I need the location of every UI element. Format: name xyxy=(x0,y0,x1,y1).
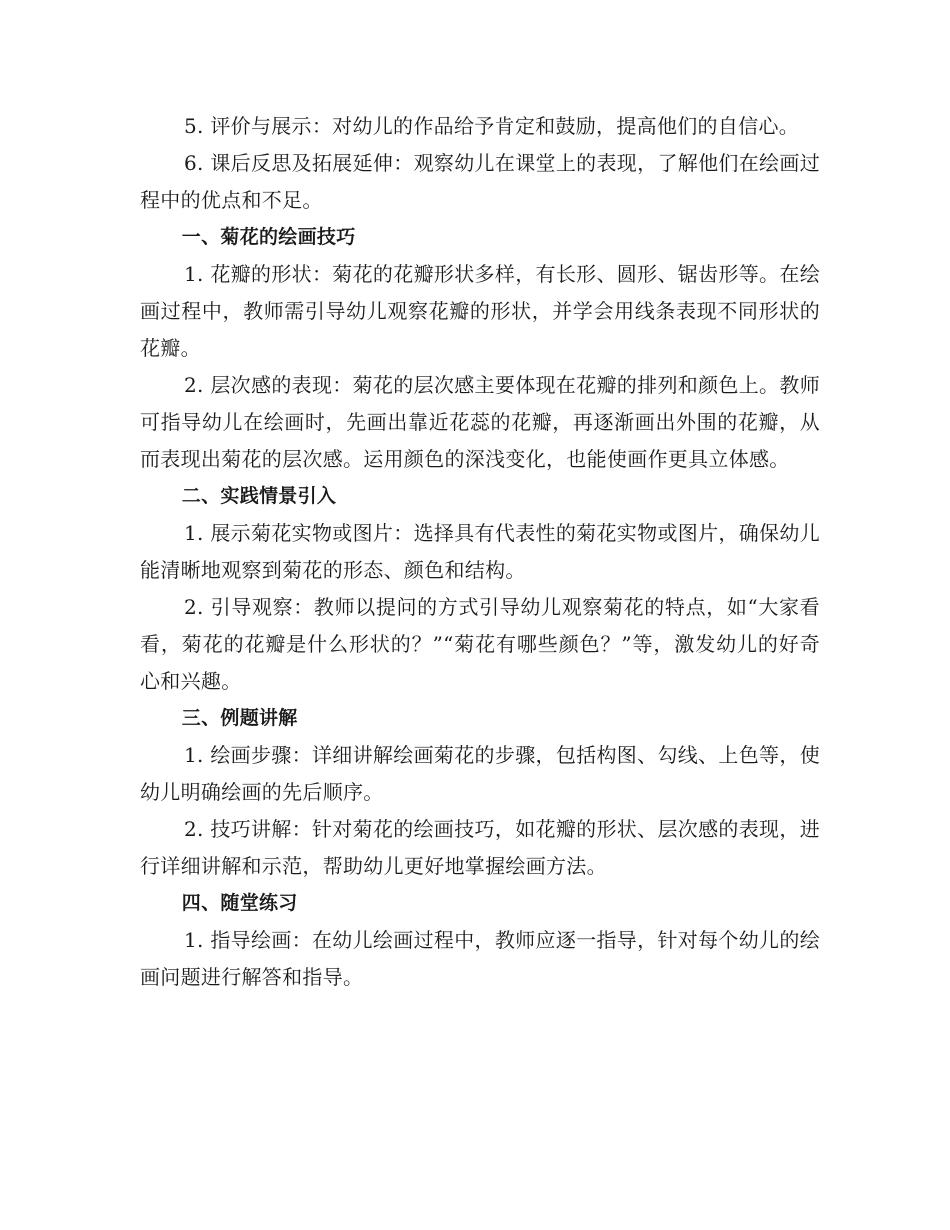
paragraph-guided-observation: 2. 引导观察：教师以提问的方式引导幼儿观察菊花的特点，如“大家看看，菊花的花瓣是什么形状的？”“菊花有哪些颜色？”等，激发幼儿的好奇心和兴趣。 xyxy=(140,595,820,693)
paragraph-layering: 2. 层次感的表现：菊花的层次感主要体现在花瓣的排列和颜色上。教师可指导幼儿在绘画时，先画出靠近花蕊的花瓣，再逐渐画出外围的花瓣，从而表现出菊花的层次感。运用颜色的深浅变化，也能使画作更具立体感。 xyxy=(140,373,820,471)
paragraph-guided-drawing: 1. 指导绘画：在幼儿绘画过程中，教师应逐一指导，针对每个幼儿的绘画问题进行解答和指导。 xyxy=(140,928,820,989)
section-heading-techniques: 一、菊花的绘画技巧 xyxy=(181,226,356,248)
paragraph-reflection: 6. 课后反思及拓展延伸：观察幼儿在课堂上的表现，了解他们在绘画过程中的优点和不足。 xyxy=(140,151,820,212)
paragraph-evaluation: 5. 评价与展示：对幼儿的作品给予肯定和鼓励，提高他们的自信心。 xyxy=(184,114,800,138)
paragraph-show-flowers: 1. 展示菊花实物或图片：选择具有代表性的菊花实物或图片，确保幼儿能清晰地观察到菊花的形态、颜色和结构。 xyxy=(140,521,820,582)
section-heading-examples: 三、例题讲解 xyxy=(181,707,298,729)
paragraph-drawing-steps: 1. 绘画步骤：详细讲解绘画菊花的步骤，包括构图、勾线、上色等，使幼儿明确绘画的先后顺序。 xyxy=(140,743,820,804)
document-body xyxy=(140,108,820,996)
section-heading-practice: 四、随堂练习 xyxy=(181,892,298,914)
paragraph-petal-shape: 1. 花瓣的形状：菊花的花瓣形状多样，有长形、圆形、锯齿形等。在绘画过程中，教师需引导幼儿观察花瓣的形状，并学会用线条表现不同形状的花瓣。 xyxy=(140,262,820,360)
paragraph-technique-explanation: 2. 技巧讲解：针对菊花的绘画技巧，如花瓣的形状、层次感的表现，进行详细讲解和示范，帮助幼儿更好地掌握绘画方法。 xyxy=(140,817,820,878)
section-heading-scenario: 二、实践情景引入 xyxy=(181,485,337,507)
